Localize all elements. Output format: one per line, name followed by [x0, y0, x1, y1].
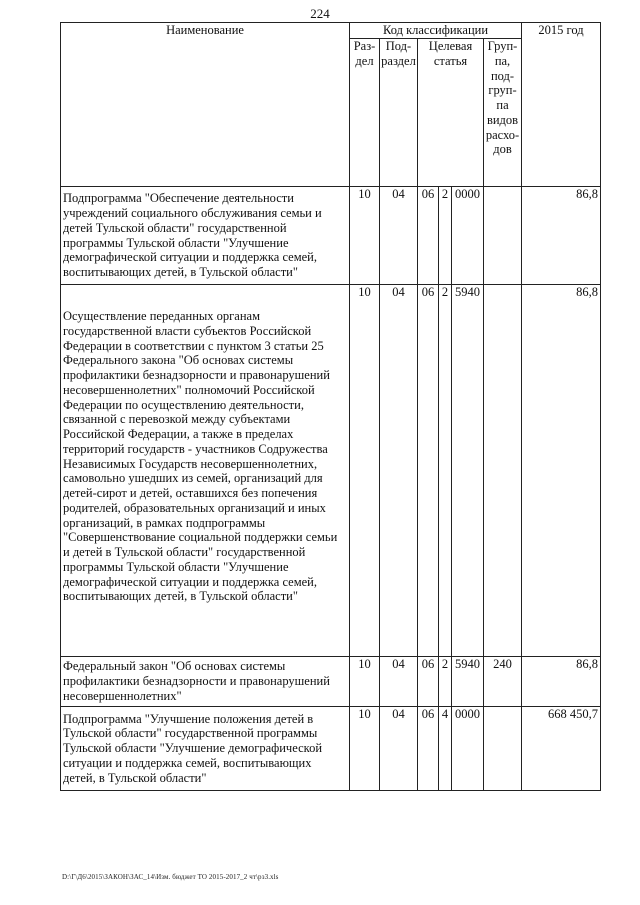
- row-subsection: 04: [380, 285, 418, 657]
- table-row: [61, 285, 601, 657]
- row-group: 240: [484, 657, 522, 707]
- budget-table: [60, 22, 601, 791]
- row-target-subprogram: 2: [439, 285, 452, 657]
- row-subsection: 04: [380, 707, 418, 791]
- row-target-subprogram: 4: [439, 707, 452, 791]
- row-target-code: 5940: [452, 657, 484, 707]
- row-target-program: 06: [418, 657, 439, 707]
- row-amount: 668 450,7: [522, 707, 601, 791]
- row-section: 10: [350, 187, 380, 285]
- row-name: Подпрограмма "Обеспечение деятельности учреждений социального обслуживания семьи и детей Тульской области" государственной программы Тульской области "Улучшение демографической ситуации и поддержка семей, воспитывающих детей, в Тульской области": [61, 187, 350, 285]
- row-amount: 86,8: [522, 657, 601, 707]
- row-target-code: 5940: [452, 285, 484, 657]
- file-path-footer: D:\Г\Д6\2015\ЗАКОН\ЗАС_14\Изм. бюджет ТО 2015-2017_2 чт\рз3.xls: [62, 873, 279, 881]
- row-subsection: 04: [380, 187, 418, 285]
- table-row: [61, 187, 601, 285]
- header-expense-group: Груп- па, под- груп- па видов расхо- дов: [484, 39, 522, 187]
- header-subsection: Под- раздел: [380, 39, 418, 187]
- row-target-code: 0000: [452, 707, 484, 791]
- row-section: 10: [350, 657, 380, 707]
- row-name: Подпрограмма "Улучшение положения детей в Тульской области" государственной программы Тульской области "Улучшение демографической ситуации и поддержка семей, воспитывающих детей, в Тульской области": [61, 707, 350, 791]
- table-row: [61, 657, 601, 707]
- row-target-program: 06: [418, 187, 439, 285]
- row-section: 10: [350, 707, 380, 791]
- row-group: [484, 707, 522, 791]
- row-target-program: 06: [418, 285, 439, 657]
- page-number: 224: [310, 6, 330, 21]
- header-section: Раз- дел: [350, 39, 380, 187]
- row-section: 10: [350, 285, 380, 657]
- row-target-program: 06: [418, 707, 439, 791]
- header-target-article: Целевая статья: [418, 39, 484, 187]
- header-year: 2015 год: [522, 23, 601, 187]
- header-row-top: [61, 23, 601, 39]
- row-name: Федеральный закон "Об основах системы профилактики безнадзорности и правонарушений несовершеннолетних": [61, 657, 350, 707]
- row-amount: 86,8: [522, 285, 601, 657]
- header-name: Наименование: [61, 23, 350, 187]
- row-group: [484, 285, 522, 657]
- table-row: [61, 707, 601, 791]
- row-name: Осуществление переданных органам государственной власти субъектов Российской Федерации в соответствии с пунктом 3 статьи 25 Федерального закона "Об основах системы профилактики безнадзорности и правонарушений несовершеннолетних" полномочий Российской Федерации по осуществлению деятельности, связанной с перевозкой между субъектами Российской Федерации, а также в пределах территорий государств - участников Содружества Независимых Государств несовершеннолетних, самовольно ушедших из семей, организаций для детей-сирот и детей, оставшихся без попечения родителей, образовательных организаций и иных организаций, в рамках подпрограммы "Совершенствование социальной поддержки семьи и детей в Тульской области" государственной программы Тульской области "Улучшение демографической ситуации и поддержка семей, воспитывающих детей, в Тульской области": [61, 285, 350, 657]
- row-target-subprogram: 2: [439, 187, 452, 285]
- row-subsection: 04: [380, 657, 418, 707]
- row-target-code: 0000: [452, 187, 484, 285]
- row-amount: 86,8: [522, 187, 601, 285]
- header-classification: Код классификации: [350, 23, 522, 39]
- row-target-subprogram: 2: [439, 657, 452, 707]
- row-group: [484, 187, 522, 285]
